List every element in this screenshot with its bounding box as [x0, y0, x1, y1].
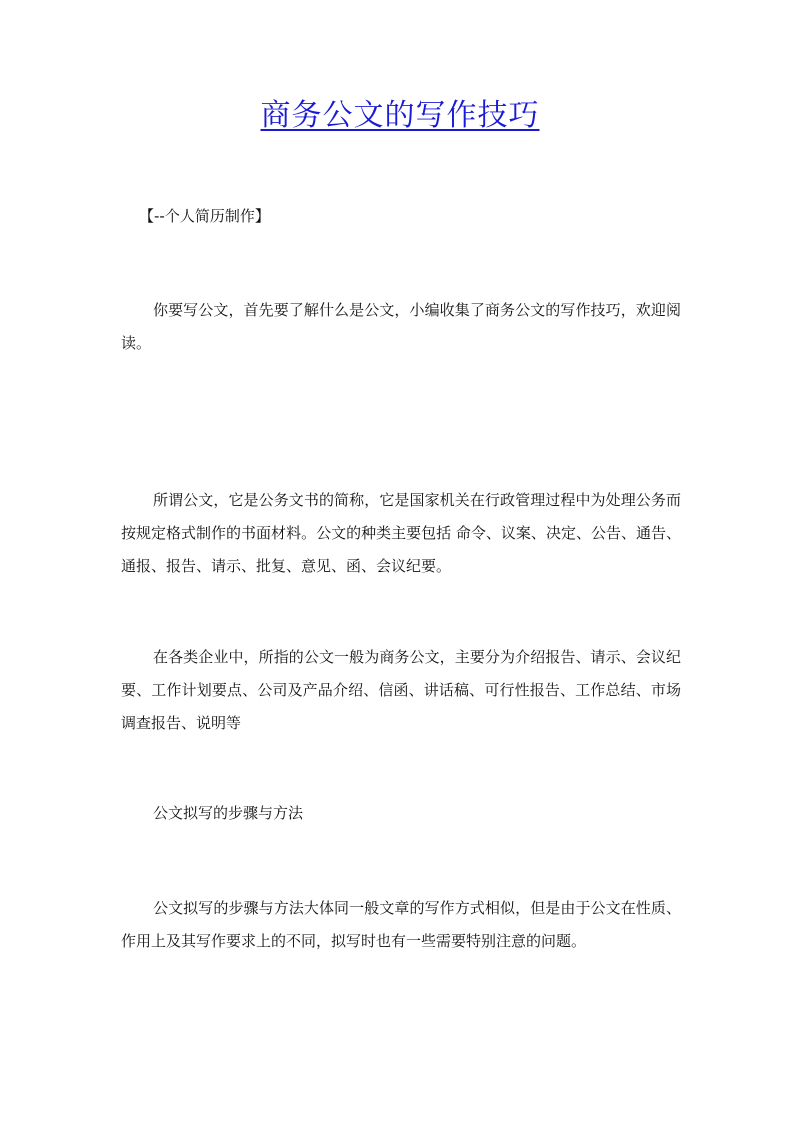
document-title-link[interactable]: 商务公文的写作技巧	[260, 98, 540, 133]
section-heading: 公文拟写的步骤与方法	[153, 804, 304, 822]
document-tagline: 【--个人简历制作】	[139, 207, 270, 225]
paragraph-methods: 公文拟写的步骤与方法大体同一般文章的写作方式相似，但是由于公文在性质、作用上及其写作要求上的不同，拟写时也有一些需要特别注意的问题。	[121, 899, 681, 950]
paragraph-business-types: 在各类企业中，所指的公文一般为商务公文，主要分为介绍报告、请示、会议纪要、工作计划要点、公司及产品介绍、信函、讲话稿、可行性报告、工作总结、市场调查报告、说明等	[121, 648, 681, 732]
paragraph-intro: 你要写公文，首先要了解什么是公文，小编收集了商务公文的写作技巧，欢迎阅读。	[121, 301, 681, 352]
paragraph-definition: 所谓公文，它是公务文书的简称，它是国家机关在行政管理过程中为处理公务而按规定格式制作的书面材料。公文的种类主要包括 命令、议案、决定、公告、通告、通报、报告、请示、批复、意见、函、会议纪要。	[121, 491, 681, 575]
